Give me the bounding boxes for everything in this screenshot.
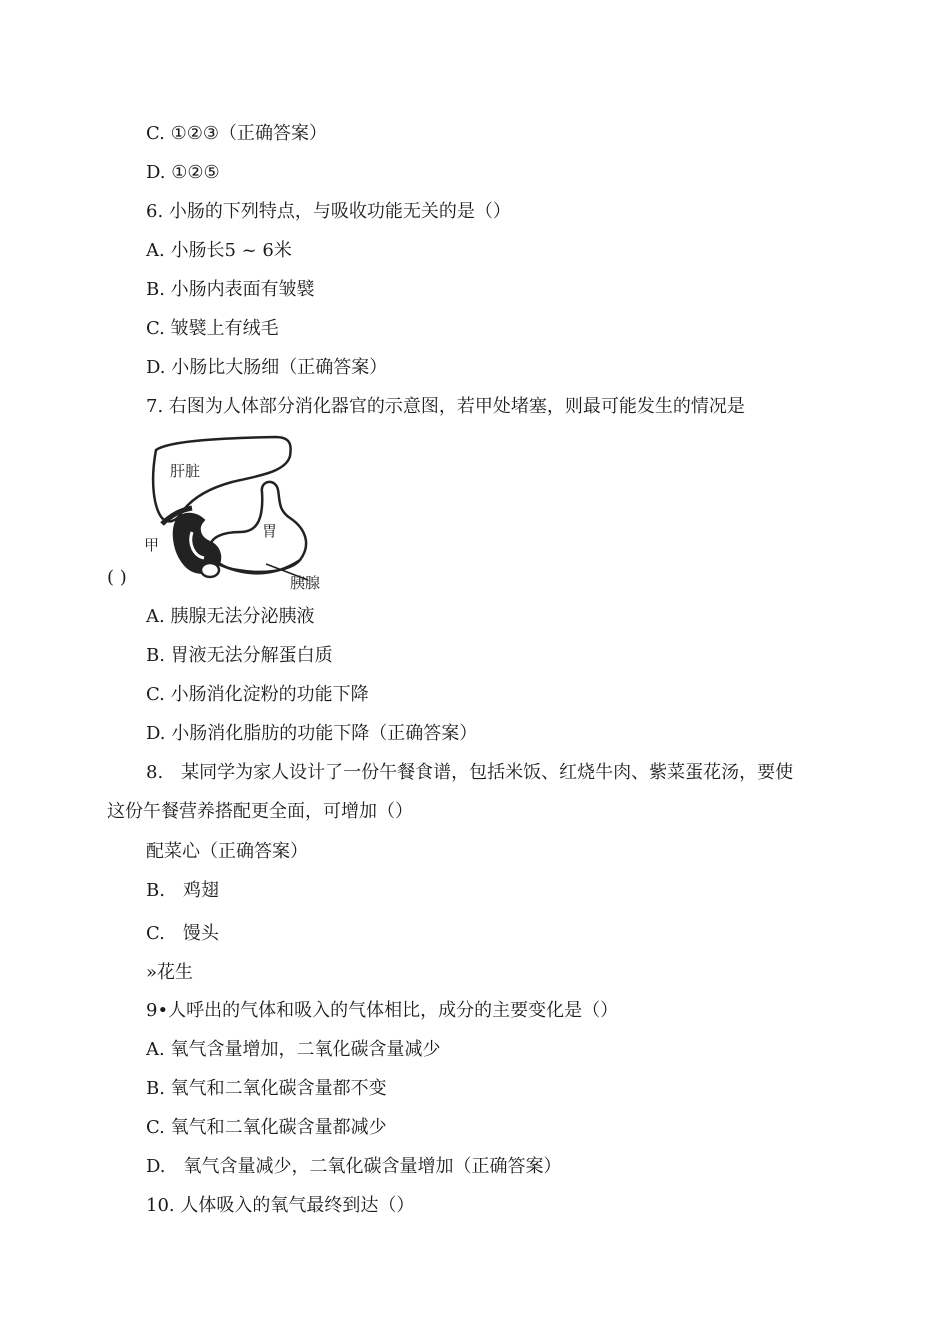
stomach-shape (210, 482, 306, 572)
q8-option-a: 配菜心（正确答案） (146, 841, 308, 862)
q9-option-a: A. 氧气含量增加，二氧化碳含量减少 (146, 1039, 441, 1060)
liver-label: 肝脏 (170, 462, 201, 480)
q7-paren: ( ) (107, 567, 127, 588)
q7-option-c: C. 小肠消化淀粉的功能下降 (146, 684, 369, 705)
q5-option-d: D. ①②⑤ (146, 162, 220, 183)
q9-option-d: D. 氧气含量减少，二氧化碳含量增加（正确答案） (146, 1156, 562, 1177)
q6-option-c: C. 皱襞上有绒毛 (146, 318, 279, 339)
q10-stem: 10. 人体吸入的氧气最终到达（） (146, 1195, 415, 1216)
q8-option-b: B. 鸡翅 (146, 880, 219, 901)
stomach-label: 胃 (262, 522, 278, 540)
q6-stem: 6. 小肠的下列特点，与吸收功能无关的是（） (146, 201, 511, 222)
q8-option-d: »花生 (146, 962, 194, 983)
digestive-organs-figure (140, 432, 340, 592)
q8-option-c: C. 馒头 (146, 923, 219, 944)
q6-option-d: D. 小肠比大肠细（正确答案） (146, 357, 388, 378)
q9-option-b: B. 氧气和二氧化碳含量都不变 (146, 1078, 387, 1099)
q7-stem: 7. 右图为人体部分消化器官的示意图，若甲处堵塞，则最可能发生的情况是 (146, 396, 745, 417)
pancreas-label: 胰腺 (290, 574, 321, 592)
q7-option-d: D. 小肠消化脂肪的功能下降（正确答案） (146, 723, 478, 744)
q8-stem-cont: 这份午餐营养搭配更全面，可增加（） (107, 801, 413, 822)
q9-option-c: C. 氧气和二氧化碳含量都减少 (146, 1117, 387, 1138)
q5-option-c: C. ①②③（正确答案） (146, 123, 327, 144)
jia-label: 甲 (144, 536, 160, 554)
q8-stem: 8. 某同学为家人设计了一份午餐食谱，包括米饭、红烧牛肉、紫菜蛋花汤，要使 (146, 762, 794, 783)
q9-stem: 9•人呼出的气体和吸入的气体相比，成分的主要变化是（） (146, 1000, 619, 1021)
q7-option-a: A. 胰腺无法分泌胰液 (146, 606, 315, 627)
q7-option-b: B. 胃液无法分解蛋白质 (146, 645, 333, 666)
q6-option-a: A. 小肠长5 ~ 6米 (146, 240, 292, 261)
q6-option-b: B. 小肠内表面有皱襞 (146, 279, 315, 300)
